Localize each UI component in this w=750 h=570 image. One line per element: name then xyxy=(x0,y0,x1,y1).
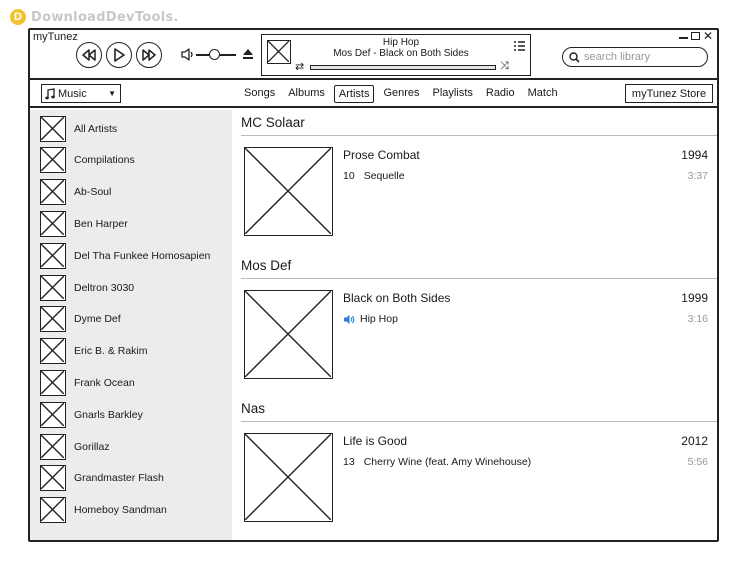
section-divider xyxy=(241,278,717,279)
sidebar-artist-item[interactable] xyxy=(40,147,135,174)
artist-name: Frank Ocean xyxy=(74,376,135,389)
volume-knob[interactable] xyxy=(209,49,220,60)
sidebar-artist-item[interactable] xyxy=(40,242,210,269)
watermark-logo: D xyxy=(10,9,26,25)
fast-forward-icon xyxy=(141,49,157,61)
album-year: 1994 xyxy=(681,148,708,162)
transport-controls xyxy=(76,42,162,68)
track-duration: 5:56 xyxy=(687,456,708,468)
sidebar-artist-item[interactable] xyxy=(40,306,121,333)
placeholder-image-icon xyxy=(41,244,64,267)
album-title[interactable]: Black on Both Sides xyxy=(343,291,451,305)
album-artwork[interactable] xyxy=(244,433,333,522)
artist-thumbnail xyxy=(40,465,66,491)
artist-thumbnail xyxy=(40,434,66,460)
sidebar-artist-item[interactable] xyxy=(40,497,167,524)
rewind-button[interactable] xyxy=(76,42,102,68)
close-icon[interactable]: ✕ xyxy=(702,29,713,43)
placeholder-image-icon xyxy=(41,466,64,489)
play-icon xyxy=(113,48,125,62)
artist-thumbnail xyxy=(40,275,66,301)
shuffle-icon[interactable]: ⤨ xyxy=(500,60,509,72)
minimize-icon[interactable] xyxy=(679,37,688,39)
placeholder-image-icon xyxy=(41,498,64,521)
artist-heading: Nas xyxy=(241,401,266,416)
album-title[interactable]: Life is Good xyxy=(343,434,408,448)
speaker-icon xyxy=(181,48,194,61)
search-box[interactable] xyxy=(562,47,708,67)
app-title: myTunez xyxy=(33,31,78,43)
album-title[interactable]: Prose Combat xyxy=(343,148,420,162)
section-divider xyxy=(241,421,717,422)
placeholder-image-icon xyxy=(41,148,64,171)
toolbar xyxy=(30,30,717,80)
tab-playlists[interactable]: Playlists xyxy=(432,87,473,99)
track-number: 13 xyxy=(343,456,355,468)
music-note-icon xyxy=(45,88,55,100)
sidebar-artist-item[interactable] xyxy=(40,115,117,142)
placeholder-image-icon xyxy=(41,435,64,458)
now-playing-genre: Hip Hop xyxy=(382,37,420,48)
view-tabs xyxy=(240,85,567,103)
tab-albums[interactable]: Albums xyxy=(288,87,325,99)
track-row[interactable] xyxy=(343,313,708,325)
chevron-down-icon: ▼ xyxy=(108,89,116,98)
artist-thumbnail xyxy=(40,338,66,364)
watermark-text: DownloadDevTools. xyxy=(31,9,179,25)
album-artwork[interactable] xyxy=(244,290,333,379)
up-next-list-icon[interactable] xyxy=(513,40,526,54)
artist-thumbnail xyxy=(40,147,66,173)
artist-name: Eric B. & Rakim xyxy=(74,345,148,358)
album-artwork[interactable] xyxy=(244,147,333,236)
track-title: Sequelle xyxy=(363,170,405,182)
volume-slider[interactable] xyxy=(181,47,251,63)
eject-icon[interactable] xyxy=(242,48,254,60)
search-icon xyxy=(569,52,580,63)
placeholder-image-icon xyxy=(245,148,331,234)
fast-forward-button[interactable] xyxy=(136,42,162,68)
sidebar-artist-item[interactable] xyxy=(40,338,148,365)
artist-name: Dyme Def xyxy=(74,313,121,326)
search-input[interactable] xyxy=(584,51,694,63)
track-number: 10 xyxy=(343,170,355,182)
placeholder-image-icon xyxy=(245,291,331,377)
library-content xyxy=(232,110,717,540)
artist-name: Ben Harper xyxy=(74,217,128,230)
placeholder-image-icon xyxy=(41,212,64,235)
artist-sidebar xyxy=(30,110,232,540)
placeholder-image-icon xyxy=(41,307,64,330)
source-dropdown-label: Music xyxy=(58,87,87,100)
artist-thumbnail xyxy=(40,116,66,142)
album-year: 1999 xyxy=(681,291,708,305)
track-row[interactable] xyxy=(343,170,708,182)
sidebar-artist-item[interactable] xyxy=(40,274,134,301)
now-playing-speaker-icon xyxy=(343,314,355,325)
window-controls xyxy=(679,31,713,41)
placeholder-image-icon xyxy=(41,276,64,299)
sidebar-artist-item[interactable] xyxy=(40,369,135,396)
artist-heading: MC Solaar xyxy=(241,115,305,130)
tab-artists[interactable]: Artists xyxy=(334,85,375,103)
artist-name: All Artists xyxy=(74,122,118,135)
placeholder-image-icon xyxy=(245,434,331,520)
track-title: Hip Hop xyxy=(360,313,398,325)
artist-name: Ab-Soul xyxy=(74,186,112,199)
tab-match[interactable]: Match xyxy=(527,87,558,99)
artist-heading: Mos Def xyxy=(241,258,292,273)
placeholder-image-icon xyxy=(41,180,64,203)
track-title: Cherry Wine (feat. Amy Winehouse) xyxy=(363,456,532,468)
artist-thumbnail xyxy=(40,211,66,237)
artist-name: Compilations xyxy=(74,154,135,167)
placeholder-image-icon xyxy=(41,117,64,140)
section-divider xyxy=(241,135,717,136)
repeat-icon[interactable]: ⇄ xyxy=(295,61,305,73)
tab-radio[interactable]: Radio xyxy=(485,87,515,99)
album-year: 2012 xyxy=(681,434,708,448)
track-duration: 3:16 xyxy=(687,313,708,325)
artist-name: Del Tha Funkee Homosapien xyxy=(74,249,211,262)
tab-genres[interactable]: Genres xyxy=(383,87,420,99)
play-button[interactable] xyxy=(106,42,132,68)
placeholder-image-icon xyxy=(41,403,64,426)
store-button[interactable]: myTunez Store xyxy=(625,84,713,103)
track-duration: 3:37 xyxy=(687,170,708,182)
sidebar-artist-item[interactable] xyxy=(40,210,128,237)
placeholder-image-icon xyxy=(41,371,64,394)
sidebar-artist-item[interactable] xyxy=(40,179,111,206)
placeholder-image-icon xyxy=(41,339,64,362)
artist-name: Grandmaster Flash xyxy=(74,472,164,485)
sidebar-artist-item[interactable] xyxy=(40,465,164,492)
sidebar-artist-item[interactable] xyxy=(40,433,110,460)
artist-thumbnail xyxy=(40,497,66,523)
artist-name: Homeboy Sandman xyxy=(74,504,167,517)
source-dropdown[interactable] xyxy=(41,84,121,103)
rewind-icon xyxy=(81,49,97,61)
artist-thumbnail xyxy=(40,306,66,332)
playback-progress-bar[interactable] xyxy=(310,65,496,70)
sidebar-artist-item[interactable] xyxy=(40,401,143,428)
artist-thumbnail xyxy=(40,243,66,269)
now-playing-artwork xyxy=(267,40,291,64)
track-row[interactable] xyxy=(343,456,708,468)
app-window xyxy=(28,28,719,542)
now-playing-track: Mos Def - Black on Both Sides xyxy=(333,48,469,59)
artist-thumbnail xyxy=(40,179,66,205)
now-playing-panel xyxy=(261,34,531,76)
artist-name: Deltron 3030 xyxy=(74,281,135,294)
artist-name: Gnarls Barkley xyxy=(74,408,143,421)
artist-thumbnail xyxy=(40,402,66,428)
watermark xyxy=(10,9,179,25)
navigation-bar xyxy=(30,82,717,108)
artist-thumbnail xyxy=(40,370,66,396)
tab-songs[interactable]: Songs xyxy=(244,87,276,99)
maximize-icon[interactable] xyxy=(691,32,700,40)
artist-name: Gorillaz xyxy=(74,440,110,453)
placeholder-image-icon xyxy=(268,41,289,62)
